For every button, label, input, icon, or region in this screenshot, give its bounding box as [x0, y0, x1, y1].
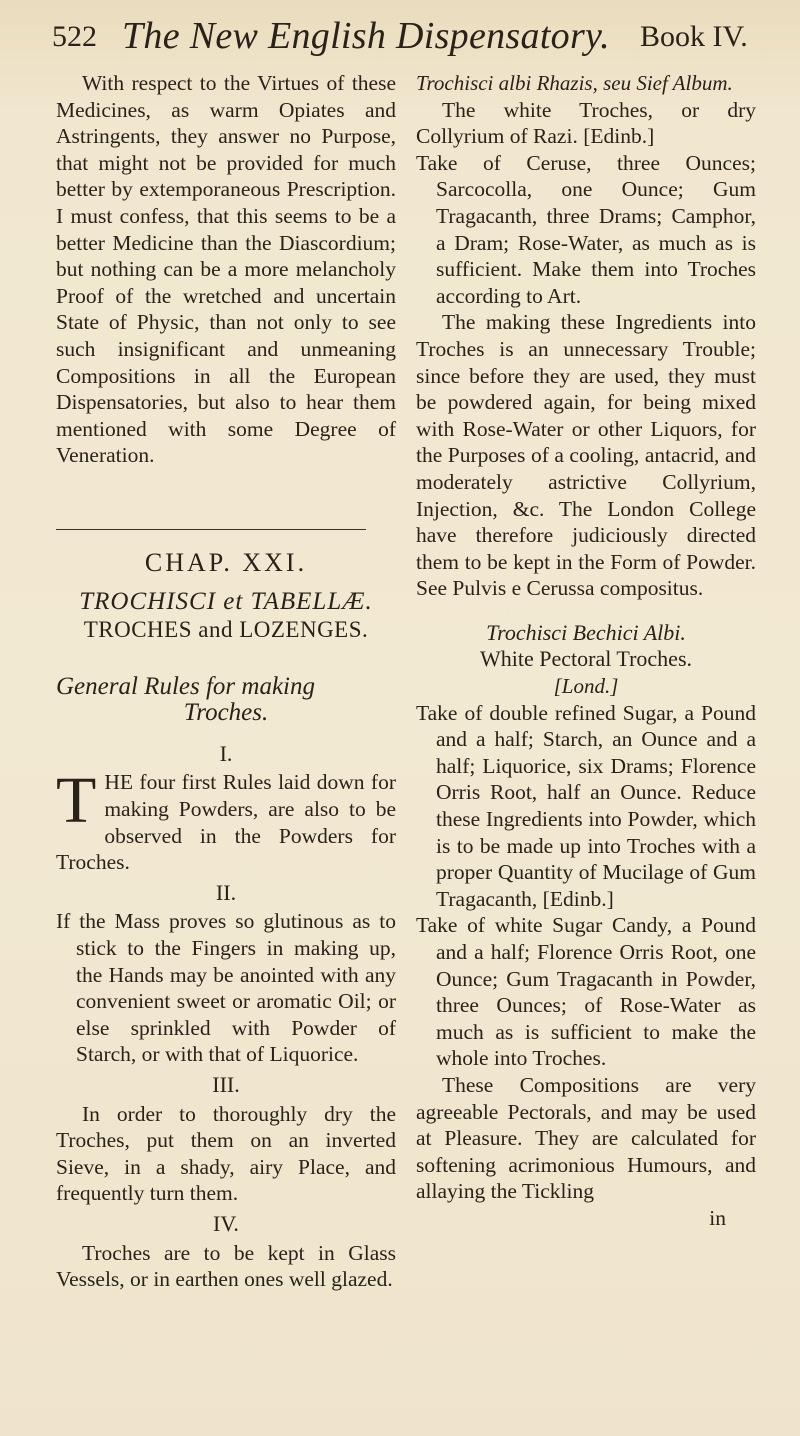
rule-3: In order to thoroughly dry the Troches, put them on an inverted Sieve, in a shady, airy Place, and frequently turn them.	[56, 1101, 396, 1206]
page-header	[0, 14, 800, 70]
chapter-heading: CHAP. XXI.	[144, 547, 308, 577]
left-column	[56, 70, 396, 1293]
recipe-title-1: Trochisci albi Rhazis, seu Sief Album.	[416, 71, 733, 95]
chapter-english-title: TROCHES and LOZENGES.	[83, 617, 369, 643]
book-label: Book IV.	[640, 20, 748, 53]
recipe-title-2-english: White Pectoral Troches.	[479, 646, 693, 672]
recipe-1-ingredients: Take of Ceruse, three Ounces; Sarcocolla, one Ounce; Gum Tragacanth, three Drams; Camphor, a Dram; Rose-Water, as much as is sufficient. Make them into Troches according to Art.	[416, 150, 756, 308]
rule-numeral-1: I.	[219, 740, 233, 766]
rule-4: Troches are to be kept in Glass Vessels, or in earthen ones well glazed.	[56, 1240, 396, 1292]
source-london: [Lond.]	[553, 674, 619, 699]
virtues-paragraph: With respect to the Virtues of these Medicines, as warm Opiates and Astringents, they answer no Purpose, that might not be provided for much better by extemporaneous Prescription. I must confess, that this seems to be a better Medicine than the Diascordium; but nothing can be a more melancholy Proof of the wretched and uncertain State of Physic, than not only to see such insignificant and unmeaning Compositions in all the European Dispensatories, but also to hear them mentioned with some Degree of Veneration.	[56, 71, 396, 468]
recipe-2-edinburgh: Take of double refined Sugar, a Pound and a half; Starch, an Ounce and a half; Liquorice, six Drams; Florence Orris Root, half an Ounce. Reduce these Ingredients into Powder, which is to be made up into Troches with a proper Quantity of Mucilage of Gum Tragacanth, [Edinb.]	[416, 700, 756, 911]
drop-cap: T	[56, 764, 97, 838]
recipe-1-name: The white Troches, or dry Collyrium of Razi. [Edinb.]	[416, 97, 756, 149]
right-column	[416, 70, 756, 1232]
running-title: The New English Dispensatory.	[122, 15, 610, 57]
recipe-2-london: Take of white Sugar Candy, a Pound and a half; Florence Orris Root, one Ounce; Gum Tragacanth in Powder, three Ounces; of Rose-Water as much as is sufficient to make the whole into Troches.	[416, 913, 756, 1071]
catchword: in	[709, 1205, 726, 1230]
chapter-divider	[56, 529, 366, 530]
recipe-1-commentary: The making these Ingredients into Troches is an unnecessary Trouble; since before they are used, they must be powdered again, for being mixed with Rose-Water or other Liquors, for the Purposes of a cooling, antacrid, and moderately astrictive Collyrium, Injection, &c. The London College have therefore judiciously directed them to be kept in the Form of Powder. See Pulvis e Cerussa compositus.	[416, 310, 756, 601]
chapter-latin-title: TROCHISCI et TABELLÆ.	[79, 587, 373, 615]
recipe-2-commentary: These Compositions are very agreeable Pectorals, and may be used at Pleasure. They are calculated for softening acrimonious Humours, and allaying the Tickling	[416, 1072, 756, 1204]
general-rules-subheading: Troches.	[183, 699, 269, 727]
rule-numeral-4: IV.	[213, 1210, 239, 1236]
rule-1-text: HE four first Rules laid down for making Powders, are also to be observed in the Powders for Troches.	[56, 770, 396, 875]
page-number: 522	[52, 20, 97, 53]
general-rules-heading: General Rules for making	[56, 672, 315, 700]
rule-2: If the Mass proves so glutinous as to stick to the Fingers in making up, the Hands may be anointed with any convenient sweet or aromatic Oil; or else sprinkled with Powder of Starch, or with that of Liquorice.	[56, 909, 396, 1067]
rule-numeral-2: II.	[215, 879, 237, 905]
recipe-title-2: Trochisci Bechici Albi.	[486, 619, 686, 645]
rule-numeral-3: III.	[212, 1072, 240, 1097]
rule-1	[56, 764, 396, 875]
